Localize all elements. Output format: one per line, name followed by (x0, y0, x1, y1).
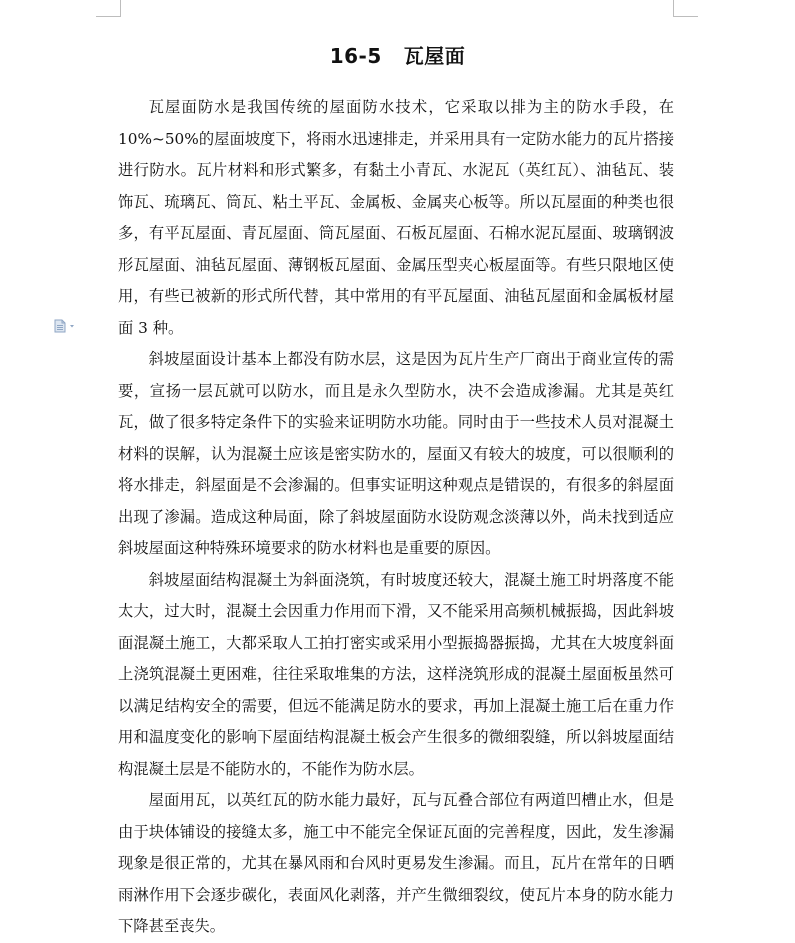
page-title (0, 40, 795, 69)
section-title: 瓦屋面 (403, 44, 466, 68)
document-options-icon[interactable] (53, 318, 77, 332)
document-body (118, 92, 674, 943)
paragraph-4: 屋面用瓦，以英红瓦的防水能力最好，瓦与瓦叠合部位有两道凹槽止水，但是由于块体铺设的接缝太多，施工中不能完全保证瓦面的完善程度，因此，发生渗漏现象是很正常的，尤其在暴风雨和台风时更易发生渗漏。而且，瓦片在常年的日晒雨淋作用下会逐步碳化，表面风化剥落，并产生微细裂纹，使瓦片本身的防水能力下降甚至丧失。 (118, 791, 674, 935)
crop-mark-top-left (96, 0, 121, 17)
section-number: 16-5 (329, 44, 382, 68)
crop-mark-top-right (673, 0, 698, 17)
paragraph-3: 斜坡屋面结构混凝土为斜面浇筑，有时坡度还较大，混凝土施工时坍落度不能太大，过大时，混凝土会因重力作用而下滑，又不能采用高频机械振捣，因此斜坡面混凝土施工，大都采取人工拍打密实或采用小型振捣器振捣，尤其在大坡度斜面上浇筑混凝土更困难，往往采取堆集的方法，这样浇筑形成的混凝土屋面板虽然可以满足结构安全的需要，但远不能满足防水的要求，再加上混凝土施工后在重力作用和温度变化的影响下屋面结构混凝土板会产生很多的微细裂缝，所以斜坡屋面结构混凝土层是不能防水的，不能作为防水层。 (118, 570, 674, 778)
paragraph-2: 斜坡屋面设计基本上都没有防水层，这是因为瓦片生产厂商出于商业宣传的需要，宣扬一层瓦就可以防水，而且是永久型防水，决不会造成渗漏。尤其是英红瓦，做了很多特定条件下的实验来证明防水功能。同时由于一些技术人员对混凝土材料的误解，认为混凝土应该是密实防水的，屋面又有较大的坡度，可以很顺利的将水排走，斜屋面是不会渗漏的。但事实证明这种观点是错误的，有很多的斜屋面出现了渗漏。造成这种局面，除了斜坡屋面防水设防观念淡薄以外，尚未找到适应斜坡屋面这种特殊环境要求的防水材料也是重要的原因。 (118, 350, 674, 557)
paragraph-1: 瓦屋面防水是我国传统的屋面防水技术，它采取以排为主的防水手段，在10%~50%的屋面坡度下，将雨水迅速排走，并采用具有一定防水能力的瓦片搭接进行防水。瓦片材料和形式繁多，有黏土小青瓦、水泥瓦（英红瓦）、油毡瓦、装饰瓦、琉璃瓦、筒瓦、粘土平瓦、金属板、金属夹心板等。所以瓦屋面的种类也很多，有平瓦屋面、青瓦屋面、筒瓦屋面、石板瓦屋面、石棉水泥瓦屋面、玻璃钢波形瓦屋面、油毡瓦屋面、薄钢板瓦屋面、金属压型夹心板屋面等。有些只限地区使用，有些已被新的形式所代替，其中常用的有平瓦屋面、油毡瓦屋面和金属板材屋面 3 种。 (118, 98, 674, 337)
document-options-icon-glyph (53, 319, 77, 333)
